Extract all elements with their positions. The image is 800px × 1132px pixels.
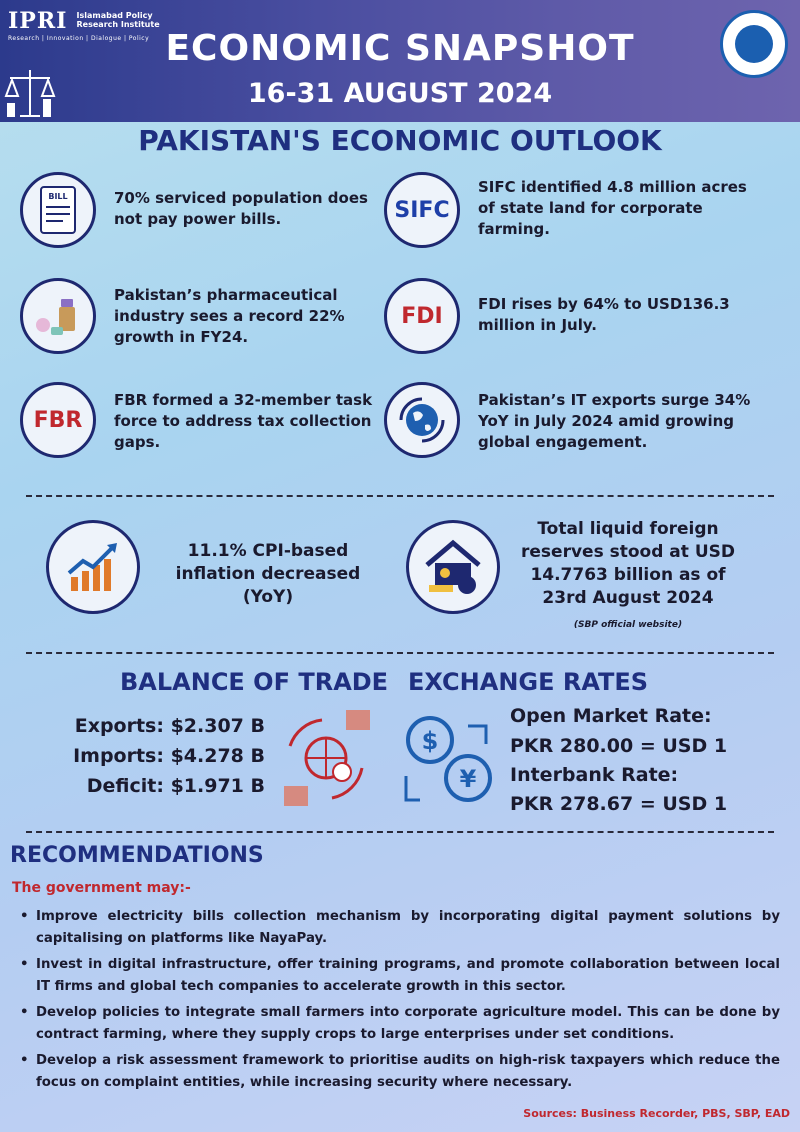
divider-2 [26,652,774,654]
recommendation-item: • Invest in digital infrastructure, offer training programs, and promote collaboration between local IT firms and global tech companies to accelerate growth in this sector. [18,954,780,998]
recommendations-subtitle: The government may:- [12,880,191,896]
fbr-icon [20,382,96,458]
ipri-logo-sub2: Research Institute [76,20,160,29]
exchange-title: EXCHANGE RATES [408,668,649,696]
reserves-source: (SBP official website) [573,620,683,630]
trade-deficit: Deficit: $1.971 B [86,775,265,797]
currency-exchange-icon [398,706,502,810]
bill-icon [20,172,96,248]
outlook-item-4-text: FDI rises by 64% to USD136.3 million in July. [478,295,730,334]
ipri-tagline: Research | Innovation | Dialogue | Policy [8,35,150,42]
outlook-item-3-text: Pakistan’s pharmaceutical industry sees a record 22% growth in FY24. [114,286,345,346]
recommendations-title: RECOMMENDATIONS [10,843,264,868]
reserves-icon [406,520,500,614]
fdi-icon [384,278,460,354]
outlook-item-1-text: 70% serviced population does not pay power bills. [114,189,368,228]
trade-title: BALANCE OF TRADE [120,668,389,696]
ogdcl-logo-emblem [735,25,773,63]
interbank-value: PKR 278.67 = USD 1 [510,793,728,815]
sifc-icon [384,172,460,248]
globe-icon [384,382,460,458]
header-banner [0,0,800,122]
recommendation-item: • Develop policies to integrate small farmers into corporate agriculture model. This can be done by contract farming, where they supply crops to large enterprises under set conditions. [18,1002,780,1046]
sifc-icon-label: SIFC [394,197,450,223]
trade-imports: Imports: $4.278 B [73,745,265,767]
date-range: 16-31 AUGUST 2024 [247,78,553,109]
trade-exports: Exports: $2.307 B [74,715,265,737]
recommendation-item: • Develop a risk assessment framework to prioritise audits on high-risk taxpayers which reduce the focus on complaint entities, while increasing security where necessary. [18,1050,780,1094]
fdi-icon-label: FDI [401,303,443,329]
divider-3 [26,831,774,833]
page-title: ECONOMIC SNAPSHOT [165,28,635,69]
recommendations-list [18,906,780,1098]
outlook-item-5-text: FBR formed a 32-member task force to address tax collection gaps. [114,391,373,451]
open-market-label: Open Market Rate: [510,705,712,727]
ogdcl-logo [720,10,788,78]
trade-globe-icon [276,706,378,810]
divider-1 [26,495,774,497]
svg-text:¥: ¥ [459,765,477,793]
pharma-icon [20,278,96,354]
outlook-item-2-text: SIFC identified 4.8 million acres of state land for corporate farming. [478,178,747,238]
outlook-item-6-text: Pakistan’s IT exports surge 34% YoY in July 2024 amid growing global engagement. [478,391,751,451]
recommendation-item: • Improve electricity bills collection mechanism by incorporating digital payment solutions by capitalising on platforms like NayaPay. [18,906,780,950]
outlook-title: PAKISTAN'S ECONOMIC OUTLOOK [138,124,662,157]
reserves-text: Total liquid foreign reserves stood at USD 14.7763 billion as of 23rd August 2024 [521,519,735,608]
fbr-icon-label: FBR [33,407,83,433]
ipri-logo-sub1: Islamabad Policy [76,11,153,20]
inflation-text: 11.1% CPI-based inflation decreased (YoY) [175,541,361,607]
svg-text:BILL: BILL [48,192,68,201]
ipri-logo-text: IPRI [8,8,68,34]
svg-text:$: $ [421,727,439,755]
sources-text: Sources: Business Recorder, PBS, SBP, EAD [523,1107,790,1120]
interbank-label: Interbank Rate: [510,764,679,786]
inflation-chart-icon [46,520,140,614]
open-market-value: PKR 280.00 = USD 1 [510,735,728,757]
